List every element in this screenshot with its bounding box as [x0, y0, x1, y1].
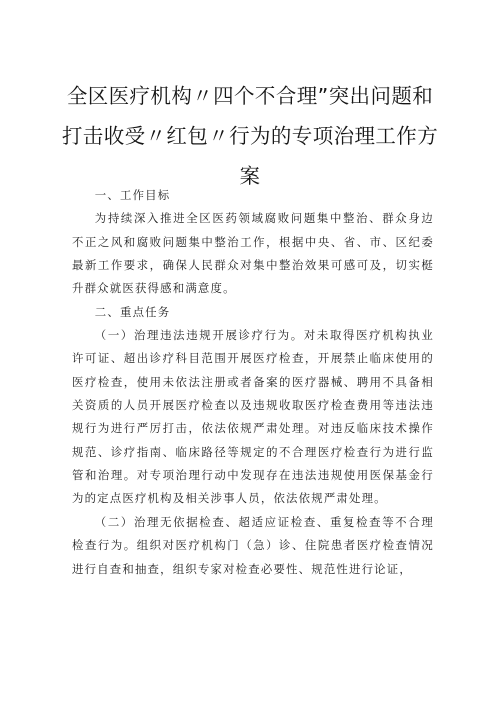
document-body [72, 184, 434, 581]
section-paragraph-task-2: （二）治理无依据检查、超适应证检查、重复检查等不合理检查行为。组织对医疗机构门（急）诊、住院患者医疗检查情况进行自查和抽查，组织专家对检查必要性、规范性进行论证， [72, 514, 434, 576]
section-heading-goals: 一、工作目标 [94, 188, 171, 202]
section-paragraph-task-1: （一）治理违法违规开展诊疗行为。对未取得医疗机构执业许可证、超出诊疗科目范围开展医疗检查，开展禁止临床使用的医疗检查，使用未依法注册或者备案的医疗器械、聘用不具备相关资质的人员开展医疗检查以及违规收取医疗检查费用等违法违规行为进行严厉打击，依法依规严肃处理。对违反临床技术操作规范、诊疗指南、临床路径等规定的不合理医疗检查行为进行监管和治理。对专项治理行动中发现存在违法违规使用医保基金行为的定点医疗机构及相关涉事人员，依法依规严肃处理。 [72, 328, 434, 506]
section-paragraph-goals: 为持续深入推进全区医药领域腐败问题集中整治、群众身边不正之风和腐败问题集中整治工作，根据中央、省、市、区纪委最新工作要求，确保人民群众对集中整治效果可感可及，切实梃升群众就医获得感和满意度。 [72, 211, 434, 296]
document-title: 全区医疗机构〃四个不合理”突出问题和打击收受〃红包〃行为的专项治理工作方案 [61, 84, 439, 188]
section-heading-tasks: 二、重点任务 [94, 304, 171, 319]
